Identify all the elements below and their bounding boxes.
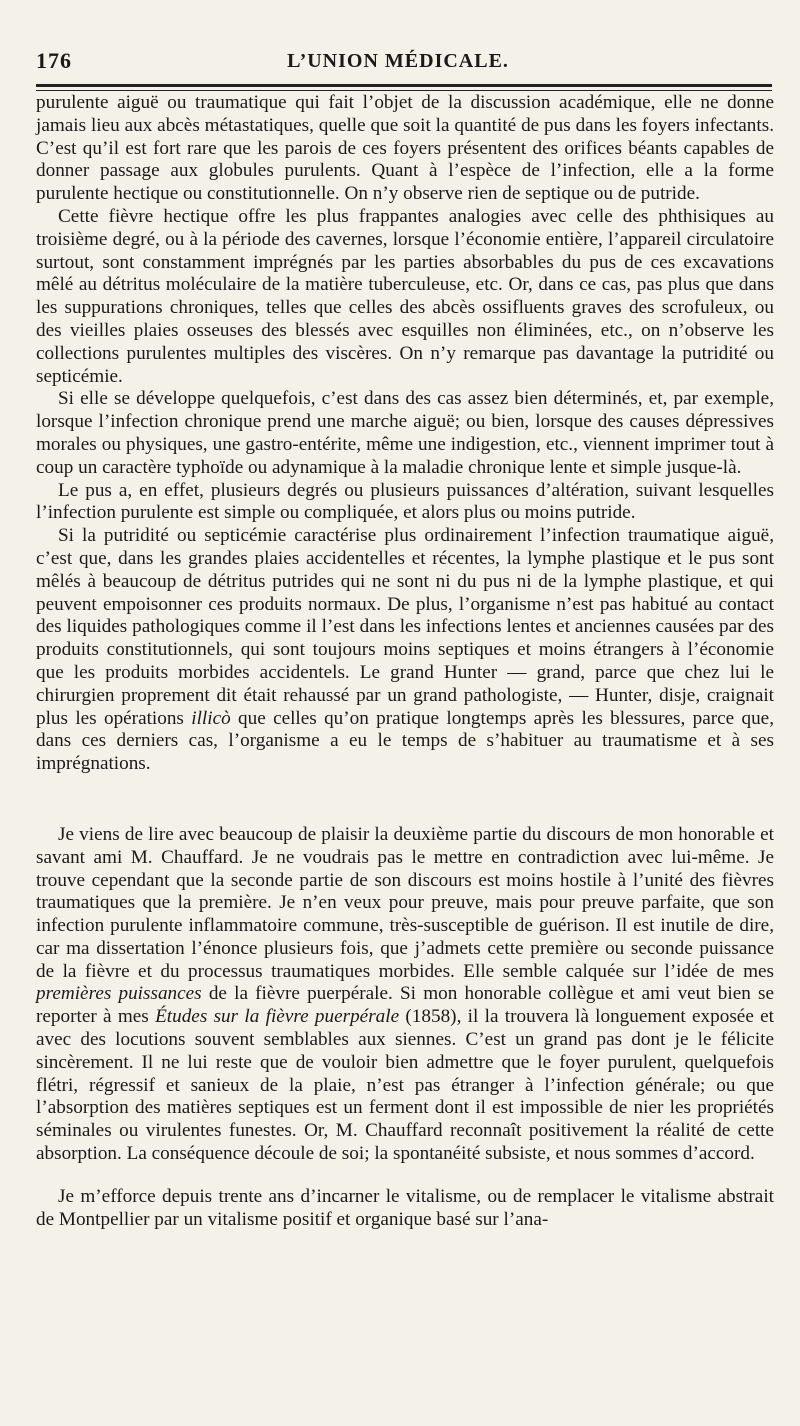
italic-book-title: Études sur la fièvre puerpérale (155, 1006, 400, 1028)
paragraph-1: purulente aiguë ou traumatique qui fait l’objet de la discussion académique, elle ne donne jamais lieu aux abcès métastatiques, quelle que soit la quantité de pus dans les foyers infectants. C’est qu’il est fort rare que les parois de ces foyers présentent des orifices béants capables de donner passage aux globules purulents. Quant à l’espèce de l’infection, elle a la forme purulente hectique ou constitutionnelle. On n’y observe rien de septique ou de putride. (36, 92, 774, 205)
paragraph-7: Je m’efforce depuis trente ans d’incarner le vitalisme, ou de remplacer le vitalisme abstrait de Montpellier par un vitalisme positif et organique basé sur l’ana- (36, 1185, 774, 1230)
italic-term-premieres-puissances: premières puissances (36, 983, 202, 1005)
page-header (36, 48, 760, 82)
paragraph-6 (36, 824, 774, 1166)
paragraph-5 (36, 525, 774, 776)
paragraph-3: Si elle se développe quelquefois, c’est dans des cas assez bien déterminés, et, par exemple, lorsque l’infection chronique prend une marche aiguë; ou bien, lorsque des causes dépressives morales ou physiques, une gastro-entérite, même une indigestion, etc., viennent imprimer tout à coup un caractère typhoïde ou adynamique à la maladie chronique lente et simple jusque-là. (36, 388, 774, 478)
paragraph-6-mid: de la fièvre puerpérale. Si mon honorable collègue et ami veut bien se reporter à mes (36, 983, 774, 1028)
paragraph-5-text: Si la putridité ou septicémie caractérise plus ordinairement l’infection traumatique aiguë, c’est que, dans les grandes plaies accidentelles et récentes, la lymphe plastique et le pus sont mêlés à beaucoup de détritus putrides qui ne sont ni du pus ni de la lymphe plastique, et qui peuvent empoisonner ces produits normaux. De plus, l’organisme n’est pas habitué au contact des liquides pathologiques comme il l’est dans les infections lentes et anciennes causées par des produits constitutionnels, qui sont toujours moins septiques et moins étrangers à l’économie que les produits morbides accidentels. Le grand Hunter — grand, parce que chez lui le chirurgien proprement dit était rehaussé par un grand pathologiste, — Hunter, disje, craignait plus les opérations (36, 525, 774, 729)
article-body (36, 92, 774, 1231)
paragraph-6-text: Je viens de lire avec beaucoup de plaisir la deuxième partie du discours de mon honorable et savant ami M. Chauffard. Je ne voudrais pas le mettre en contradiction avec lui-même. Je trouve cependant que la seconde partie de son discours est moins hostile à l’unité des fièvres traumatiques que la première. Je n’en veux pour preuve, mais pour preuve parfaite, que son infection purulente inflammatoire commune, très-susceptible de guérison. Il est inutile de dire, car ma dissertation l’énonce plusieurs fois, que j’admets cette première ou seconde puissance de la fièvre et du processus traumatiques morbides. Elle semble calquée sur l’idée de mes (36, 823, 774, 982)
page-number: 176 (36, 48, 72, 73)
paragraph-5-rest: que celles qu’on pratique longtemps après les blessures, parce que, dans ces derniers cas, l’organisme a eu le temps de s’habituer au traumatisme et à ses imprégnations. (36, 707, 774, 775)
paragraph-6-rest: (1858), il la trouvera là longuement exposée et avec des locutions souvent semblables aux siennes. C’est un grand pas dont je le félicite sincèrement. Il ne lui reste que de vouloir bien admettre que le foyer purulent, quelquefois flétri, régressif et sanieux de la plaie, n’est pas étranger à l’infection générale; ou que l’absorption des matières septiques est un ferment dont il est impossible de nier les propriétés séminales ou virulentes funestes. Or, M. Chauffard reconnaît positivement la réalité de cette absorption. La conséquence découle de soi; la spontanéité subsiste, et nous sommes d’accord. (36, 1006, 774, 1165)
header-rule (36, 84, 772, 91)
paragraph-2: Cette fièvre hectique offre les plus frappantes analogies avec celle des phthisiques au troisième degré, ou à la période des cavernes, lorsque l’économie entière, l’appareil circulatoire surtout, sont constamment imprégnés par les parties absorbables du pus de ces excavations mêlé au détritus moléculaire de la matière tuberculeuse, etc. Or, dans ce cas, pas plus que dans les suppurations chroniques, telles que celles des abcès ossifluents graves des scrofuleux, ou des vieilles plaies osseuses des blessés avec esquilles non éliminées, etc., on n’observe les collections purulentes multiples des viscères. On n’y remarque pas davantage la putridité ou septicémie. (36, 205, 774, 387)
paragraph-4: Le pus a, en effet, plusieurs degrés ou plusieurs puissances d’altération, suivant lesquelles l’infection purulente est simple ou compliquée, et alors plus ou moins putride. (36, 479, 774, 524)
running-title: L’UNION MÉDICALE. (287, 50, 509, 72)
italic-term-illico: illicò (191, 707, 231, 729)
